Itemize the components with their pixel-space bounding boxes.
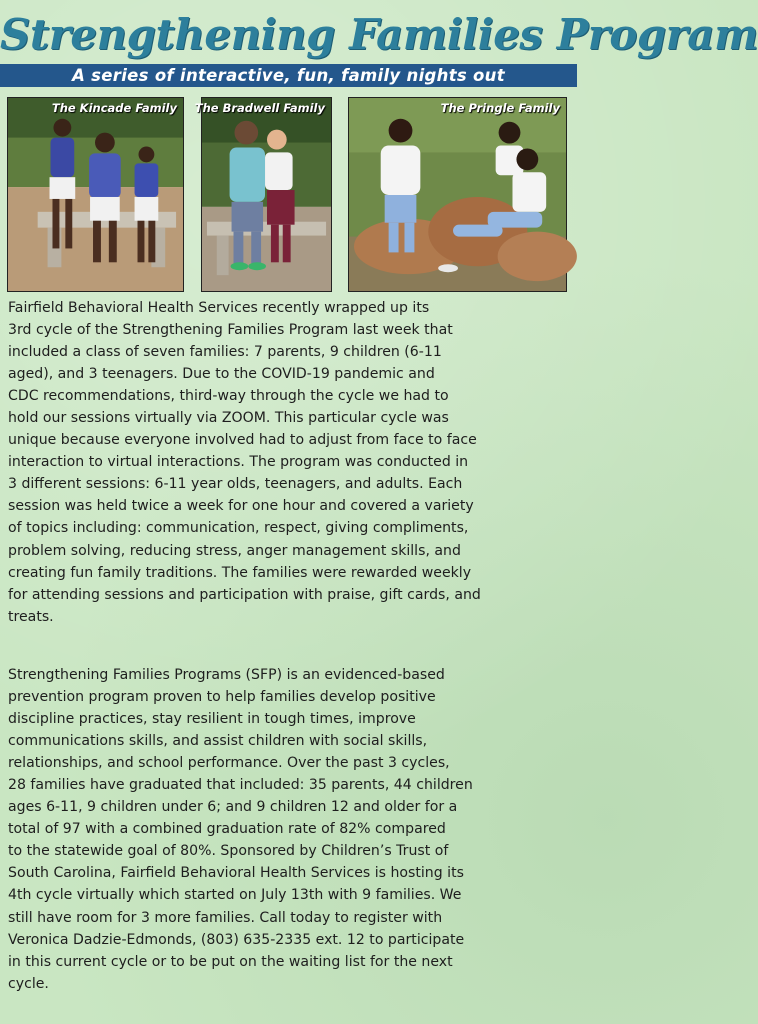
photo-caption: The Pringle Family xyxy=(440,101,560,115)
text-line: 28 families have graduated that included: 35 parents, 44 children xyxy=(8,777,473,794)
text-line: CDC recommendations, third-way through the cycle we had to xyxy=(8,388,449,405)
kincade-family-photo xyxy=(7,97,184,292)
photo-caption: The Kincade Family xyxy=(51,101,177,115)
text-line: 4th cycle virtually which started on July 13th with 9 families. We xyxy=(8,887,462,904)
text-line: Veronica Dadzie-Edmonds, (803) 635-2335 ext. 12 to participate xyxy=(8,931,465,948)
text-line: still have room for 3 more families. Call today to register with xyxy=(8,909,443,926)
page-title: Strengthening Families Program xyxy=(0,10,758,59)
text-line: interaction to virtual interactions. The program was conducted in xyxy=(8,454,469,471)
text-line: discipline practices, stay resilient in tough times, improve xyxy=(8,711,416,728)
pringle-family-photo xyxy=(348,97,567,292)
text-line: communications skills, and assist children with social skills, xyxy=(8,733,428,750)
text-line: Strengthening Families Programs (SFP) is an evidenced-based xyxy=(8,667,445,683)
paragraph-program-summary xyxy=(8,297,570,628)
bradwell-family-photo xyxy=(194,97,332,292)
text-line: to the statewide goal of 80%. Sponsored by Children’s Trust of xyxy=(8,843,449,860)
text-line: ages 6-11, 9 children under 6; and 9 children 12 and older for a xyxy=(8,799,458,816)
text-line: aged), and 3 teenagers. Due to the COVID-19 pandemic and xyxy=(8,366,435,383)
pringle-family-image xyxy=(349,98,566,291)
subtitle-banner: A series of interactive, fun, family nights out xyxy=(0,64,577,87)
text-line: relationships, and school performance. Over the past 3 cycles, xyxy=(8,755,450,772)
text-line: unique because everyone involved had to adjust from face to face xyxy=(8,432,477,449)
text-line: of topics including: communication, respect, giving compliments, xyxy=(8,520,469,537)
bradwell-family-image xyxy=(202,98,331,291)
text-line: Fairfield Behavioral Health Services recently wrapped up its xyxy=(8,300,430,316)
text-line: problem solving, reducing stress, anger management skills, and xyxy=(8,542,461,559)
text-line: cycle. xyxy=(8,975,49,992)
text-line: South Carolina, Fairfield Behavioral Health Services is hosting its xyxy=(8,865,464,882)
text-line: total of 97 with a combined graduation rate of 82% compared xyxy=(8,821,446,838)
text-line: creating fun family traditions. The families were rewarded weekly xyxy=(8,564,472,581)
text-line: hold our sessions virtually via ZOOM. This particular cycle was xyxy=(8,410,449,427)
text-line: treats. xyxy=(8,608,54,625)
text-line: for attending sessions and participation with praise, gift cards, and xyxy=(8,586,481,603)
photo-caption: The Bradwell Family xyxy=(194,101,325,115)
text-line: in this current cycle or to be put on the waiting list for the next xyxy=(8,953,453,970)
text-line: included a class of seven families: 7 parents, 9 children (6-11 xyxy=(8,344,442,361)
text-line: 3rd cycle of the Strengthening Families Program last week that xyxy=(8,322,453,339)
text-line: 3 different sessions: 6-11 year olds, teenagers, and adults. Each xyxy=(8,476,463,493)
paragraph-sfp-description xyxy=(8,664,570,995)
text-line: prevention program proven to help families develop positive xyxy=(8,689,436,706)
kincade-family-image xyxy=(8,98,183,291)
text-line: session was held twice a week for one hour and covered a variety xyxy=(8,498,474,515)
